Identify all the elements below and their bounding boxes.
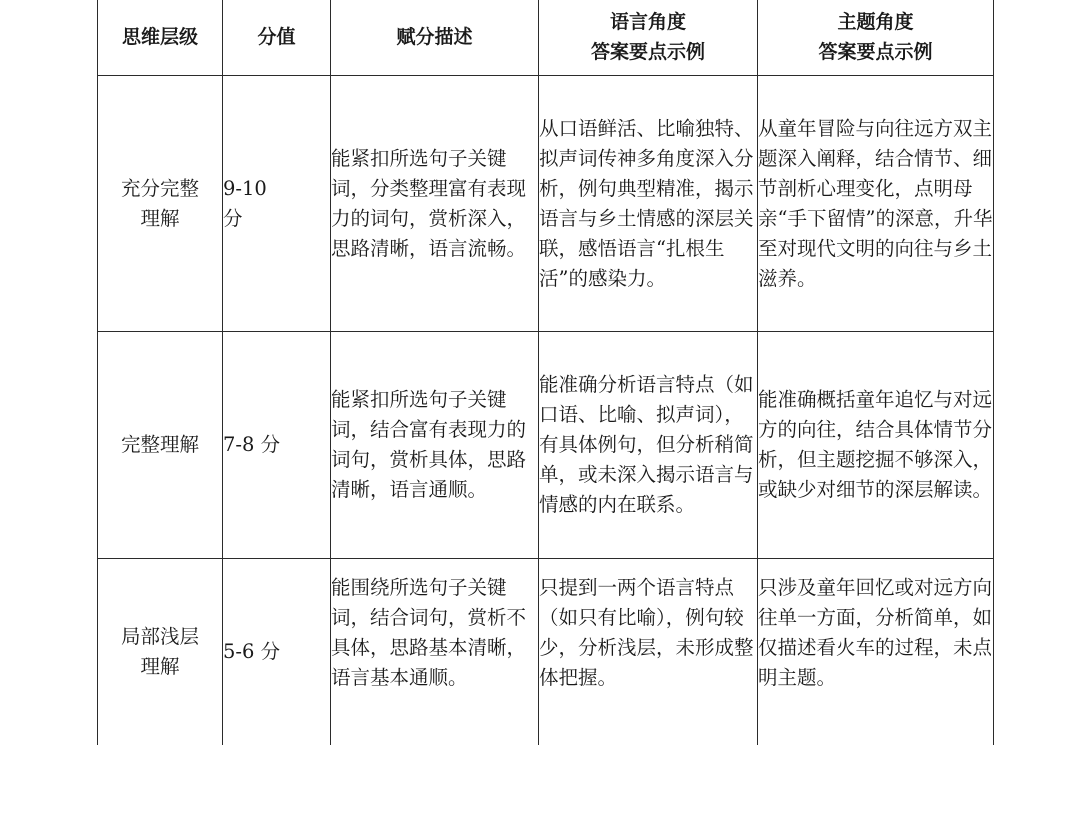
theme-example-cell: 只涉及童年回忆或对远方向往单一方面，分析简单，如仅描述看火车的过程，未点明主题。 [758,559,994,746]
header-level: 思维层级 [98,0,223,76]
description-cell: 能紧扣所选句子关键词，结合富有表现力的词句，赏析具体，思路清晰，语言通顺。 [331,332,539,559]
header-description: 赋分描述 [331,0,539,76]
level-cell: 充分完整 理解 [98,76,223,332]
language-example-cell: 从口语鲜活、比喻独特、拟声词传神多角度深入分析，例句典型精准，揭示语言与乡土情感的深层关联，感悟语言“扎根生活”的感染力。 [539,76,758,332]
table-row [98,559,994,746]
level-cell: 局部浅层 理解 [98,559,223,746]
description-cell: 能紧扣所选句子关键词，分类整理富有表现力的词句，赏析深入，思路清晰，语言流畅。 [331,76,539,332]
scoring-rubric-table [97,0,994,745]
score-cell: 7-8 分 [223,332,331,559]
description-cell: 能围绕所选句子关键词，结合词句，赏析不具体，思路基本清晰，语言基本通顺。 [331,559,539,746]
score-cell: 9-10 分 [223,76,331,332]
table-row [98,332,994,559]
header-score: 分值 [223,0,331,76]
theme-example-cell: 从童年冒险与向往远方双主题深入阐释，结合情节、细节剖析心理变化，点明母亲“手下留情”的深意，升华至对现代文明的向往与乡土滋养。 [758,76,994,332]
table-row [98,76,994,332]
header-language-angle: 语言角度 答案要点示例 [539,0,758,76]
header-row [98,0,994,76]
language-example-cell: 能准确分析语言特点（如口语、比喻、拟声词），有具体例句，但分析稍简单，或未深入揭示语言与情感的内在联系。 [539,332,758,559]
level-cell: 完整理解 [98,332,223,559]
theme-example-cell: 能准确概括童年追忆与对远方的向往，结合具体情节分析，但主题挖掘不够深入，或缺少对细节的深层解读。 [758,332,994,559]
score-cell: 5-6 分 [223,559,331,746]
language-example-cell: 只提到一两个语言特点（如只有比喻），例句较少，分析浅层，未形成整体把握。 [539,559,758,746]
header-theme-angle: 主题角度 答案要点示例 [758,0,994,76]
